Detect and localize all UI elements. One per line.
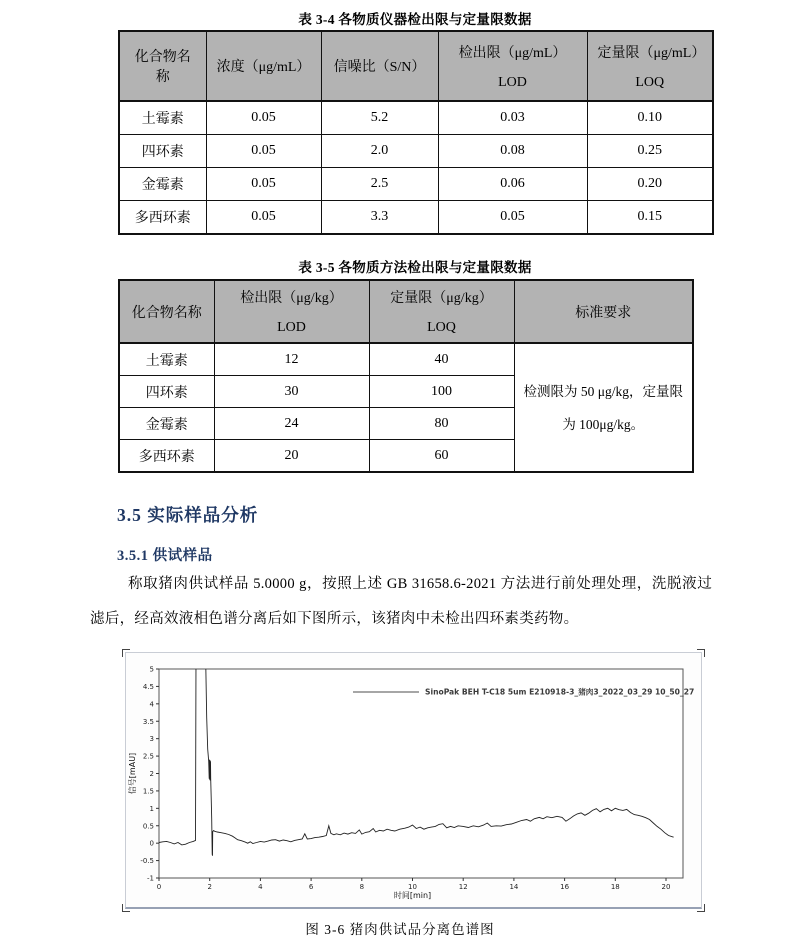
svg-text:2.5: 2.5 xyxy=(142,752,154,761)
table-row xyxy=(119,343,693,376)
t1-cell: 0.05 xyxy=(438,201,587,235)
t2-header-lod-abbr: LOD xyxy=(277,320,306,335)
t1-cell: 2.5 xyxy=(321,168,438,201)
table-3-5-title: 表 3-5 各物质方法检出限与定量限数据 xyxy=(298,260,532,275)
chromatogram-figure xyxy=(125,652,702,909)
legend-label: SinoPak BEH T-C18 5um E210918-3_猪肉3_2022_03_29 10_50_27 xyxy=(425,687,695,697)
t1-cell: 2.0 xyxy=(321,135,438,168)
body-paragraph: 称取猪肉供试样品 5.0000 g，按照上述 GB 31658.6-2021 方法进行前处理处理，洗脱液过滤后，经高效液相色谱分离后如下图所示，该猪肉中未检出四环素类药物。 xyxy=(90,576,712,627)
t2-header-loq-abbr: LOQ xyxy=(427,320,456,335)
svg-text:3.5: 3.5 xyxy=(142,717,154,726)
x-axis-label: 时间[min] xyxy=(393,891,432,900)
t1-cell: 四环素 xyxy=(119,135,206,168)
svg-text:0.5: 0.5 xyxy=(142,822,154,831)
figure-caption: 图 3-6 猪肉供试品分离色谱图 xyxy=(305,922,495,937)
svg-text:4: 4 xyxy=(258,883,263,891)
t1-header-lod-abbr: LOD xyxy=(498,74,527,90)
t1-cell: 0.06 xyxy=(438,168,587,201)
table-3-4-header-row xyxy=(119,31,713,101)
svg-text:6: 6 xyxy=(308,883,314,891)
t2-cell: 24 xyxy=(214,408,369,440)
section-heading-3-5: 3.5 实际样品分析 xyxy=(117,505,259,525)
t1-cell: 0.08 xyxy=(438,135,587,168)
t2-cell: 20 xyxy=(214,440,369,473)
table-3-4 xyxy=(118,30,714,235)
table-row xyxy=(119,168,713,201)
table-row xyxy=(119,101,713,135)
t2-header-loq xyxy=(369,280,514,343)
t2-header-standard: 标准要求 xyxy=(514,280,693,343)
t1-header-concentration: 浓度（μg/mL） xyxy=(206,31,321,101)
chromatogram-svg xyxy=(126,653,699,904)
svg-text:0: 0 xyxy=(149,839,154,848)
t2-cell: 80 xyxy=(369,408,514,440)
t2-header-compound: 化合物名称 xyxy=(119,280,214,343)
t1-cell: 多西环素 xyxy=(119,201,206,235)
subsection-heading-3-5-1: 3.5.1 供试样品 xyxy=(117,548,213,564)
t2-header-lod-unit: 检出限（μg/kg） xyxy=(240,291,343,306)
crop-mark-top-right-icon xyxy=(697,649,705,657)
y-axis-label: 信号[mAU] xyxy=(128,752,137,795)
t1-cell: 0.05 xyxy=(206,101,321,135)
table-row xyxy=(119,201,713,235)
t2-cell: 金霉素 xyxy=(119,408,214,440)
t2-cell: 60 xyxy=(369,440,514,473)
svg-text:-1: -1 xyxy=(147,874,154,883)
t1-header-compound: 化合物名称 xyxy=(119,31,206,101)
svg-text:5: 5 xyxy=(149,665,154,674)
crop-mark-top-left-icon xyxy=(122,649,130,657)
t1-header-loq-abbr: LOQ xyxy=(635,74,665,90)
svg-text:16: 16 xyxy=(560,883,570,891)
t1-cell: 5.2 xyxy=(321,101,438,135)
svg-text:0: 0 xyxy=(156,883,162,891)
t1-header-lod xyxy=(438,31,587,101)
svg-text:8: 8 xyxy=(359,883,365,891)
svg-text:1.5: 1.5 xyxy=(142,787,154,796)
t1-cell: 0.15 xyxy=(587,201,713,235)
svg-text:12: 12 xyxy=(458,883,468,891)
t2-cell: 12 xyxy=(214,343,369,376)
t1-header-loq xyxy=(587,31,713,101)
t1-cell: 0.25 xyxy=(587,135,713,168)
t1-header-snr: 信噪比（S/N） xyxy=(321,31,438,101)
crop-mark-bottom-left-icon xyxy=(122,904,130,912)
svg-text:4.5: 4.5 xyxy=(142,682,154,691)
svg-text:3: 3 xyxy=(149,735,154,744)
table-3-5 xyxy=(118,279,694,473)
svg-text:2: 2 xyxy=(207,883,212,891)
svg-text:20: 20 xyxy=(661,883,671,891)
table-3-4-title: 表 3-4 各物质仪器检出限与定量限数据 xyxy=(298,12,532,27)
t2-header-lod xyxy=(214,280,369,343)
table-row xyxy=(119,135,713,168)
t2-cell: 100 xyxy=(369,376,514,408)
t2-cell: 30 xyxy=(214,376,369,408)
t1-cell: 0.05 xyxy=(206,201,321,235)
t1-cell: 3.3 xyxy=(321,201,438,235)
svg-text:4: 4 xyxy=(149,700,154,709)
t2-cell: 四环素 xyxy=(119,376,214,408)
t1-cell: 0.03 xyxy=(438,101,587,135)
svg-text:2: 2 xyxy=(149,770,154,778)
t2-cell: 多西环素 xyxy=(119,440,214,473)
svg-text:10: 10 xyxy=(408,883,417,891)
t1-cell: 0.05 xyxy=(206,168,321,201)
t2-cell: 土霉素 xyxy=(119,343,214,376)
svg-text:18: 18 xyxy=(610,883,620,891)
t2-cell: 40 xyxy=(369,343,514,376)
svg-text:-0.5: -0.5 xyxy=(140,857,154,866)
svg-text:14: 14 xyxy=(509,883,519,891)
t2-standard-requirement-cell: 检测限为 50 μg/kg，定量限为 100μg/kg。 xyxy=(514,343,693,472)
t1-header-loq-unit: 定量限（μg/mL） xyxy=(597,45,706,61)
table-3-5-header-row xyxy=(119,280,693,343)
t1-cell: 0.10 xyxy=(587,101,713,135)
t1-cell: 金霉素 xyxy=(119,168,206,201)
crop-mark-bottom-right-icon xyxy=(697,904,705,912)
svg-text:1: 1 xyxy=(149,804,154,813)
t1-cell: 0.20 xyxy=(587,168,713,201)
t1-cell: 土霉素 xyxy=(119,101,206,135)
t1-header-lod-unit: 检出限（μg/mL） xyxy=(458,45,567,61)
t2-header-loq-unit: 定量限（μg/kg） xyxy=(390,291,493,306)
t1-cell: 0.05 xyxy=(206,135,321,168)
plot-frame xyxy=(159,669,683,878)
